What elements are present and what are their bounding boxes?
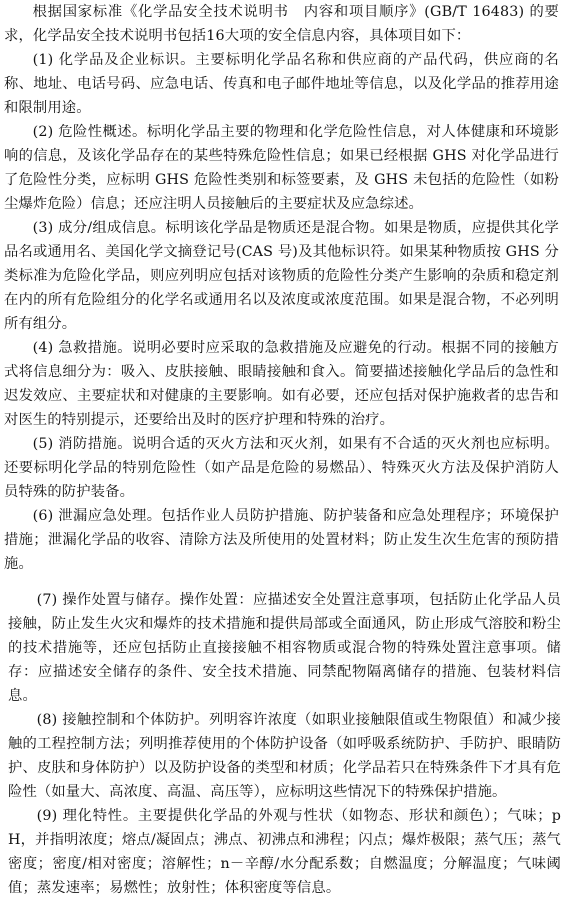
item-5-paragraph: (5) 消防措施。说明合适的灭火方法和灭火剂，如果有不合适的灭火剂也应标明。还要标明化学品的特别危险性（如产品是危险的易燃品）、特殊灭火方法及保护消防人员特殊的防护装备。 (4, 436, 559, 500)
item-4-paragraph: (4) 急救措施。说明必要时应采取的急救措施及应避免的行动。根据不同的接触方式将信息细分为：吸入、皮肤接触、眼睛接触和食入。简要描述接触化学品后的急性和迟发效应、主要症状和对健康的主要影响。如有必要，还应包括对保护施救者的忠告和对医生的特别提示，还要给出及时的医疗护理和特殊的治疗。 (4, 340, 559, 428)
item-9-paragraph: (9) 理化特性。主要提供化学品的外观与性状（如物态、形状和颜色）；气味；pH，并指明浓度；熔点/凝固点；沸点、初沸点和沸程；闪点；爆炸极限；蒸气压；蒸气密度；密度/相对密度；溶解性；n－辛醇/水分配系数；自燃温度；分解温度；气味阈值；蒸发速率；易燃性；放射性；体积密度等信息。 (8, 808, 561, 896)
intro-paragraph: 根据国家标准《化学品安全技术说明书 内容和项目顺序》(GB/T 16483) 的要求，化学品安全技术说明书包括16大项的安全信息内容，具体项目如下： (4, 4, 559, 44)
item-6-paragraph: (6) 泄漏应急处理。包括作业人员防护措施、防护装备和应急处理程序；环境保护措施；泄漏化学品的收容、清除方法及所使用的处置材料；防止发生次生危害的预防措施。 (4, 508, 559, 572)
page-bottom-cut (0, 719, 563, 728)
item-3-paragraph: (3) 成分/组成信息。标明该化学品是物质还是混合物。如果是物质，应提供其化学品名或通用名、美国化学文摘登记号(CAS 号)及其他标识符。如果某种物质按 GHS 分类标准为危险化学品，则应列明应包括对该物质的危险性分类产生影响的杂质和稳定剂在内的所有危险组分的化学名或通用名以及浓度或浓度范围。如果是混合物，不必列明所有组分。 (4, 220, 559, 332)
item-1-paragraph: (1) 化学品及企业标识。主要标明化学品名称和供应商的产品代码，供应商的名称、地址、电话号码、应急电话、传真和电子邮件地址等信息，以及化学品的推荐用途和限制用途。 (4, 52, 559, 116)
item-7-paragraph: (7) 操作处置与储存。操作处置：应描述安全处置注意事项，包括防止化学品人员接触，防止发生火灾和爆炸的技术措施和提供局部或全面通风，防止形成气溶胶和粉尘的技术措施等，还应包括防止直接接触不相容物质或混合物的特殊处置注意事项。储存：应描述安全储存的条件、安全技术措施、同禁配物隔离储存的措施、包装材料信息。 (8, 592, 561, 704)
item-8-paragraph: (8) 接触控制和个体防护。列明容许浓度（如职业接触限值或生物限值）和减少接触的工程控制方法；列明推荐使用的个体防护设备（如呼吸系统防护、手防护、眼睛防护、皮肤和身体防护）以及防护设备的类型和材质；化学品若只在特殊条件下才具有危险性（如量大、高浓度、高温、高压等），应标明这些情况下的特殊保护措施。 (8, 712, 561, 800)
item-2-paragraph: (2) 危险性概述。标明化学品主要的物理和化学危险性信息，对人体健康和环境影响的信息，及该化学品存在的某些特殊危险性信息；如果已经根据 GHS 对化学品进行了危险性分类，应标明 GHS 危险性类别和标签要素，及 GHS 未包括的危险性（如粉尘爆炸危险）信息；还应注明人员接触后的主要症状及应急综述。 (4, 124, 559, 212)
